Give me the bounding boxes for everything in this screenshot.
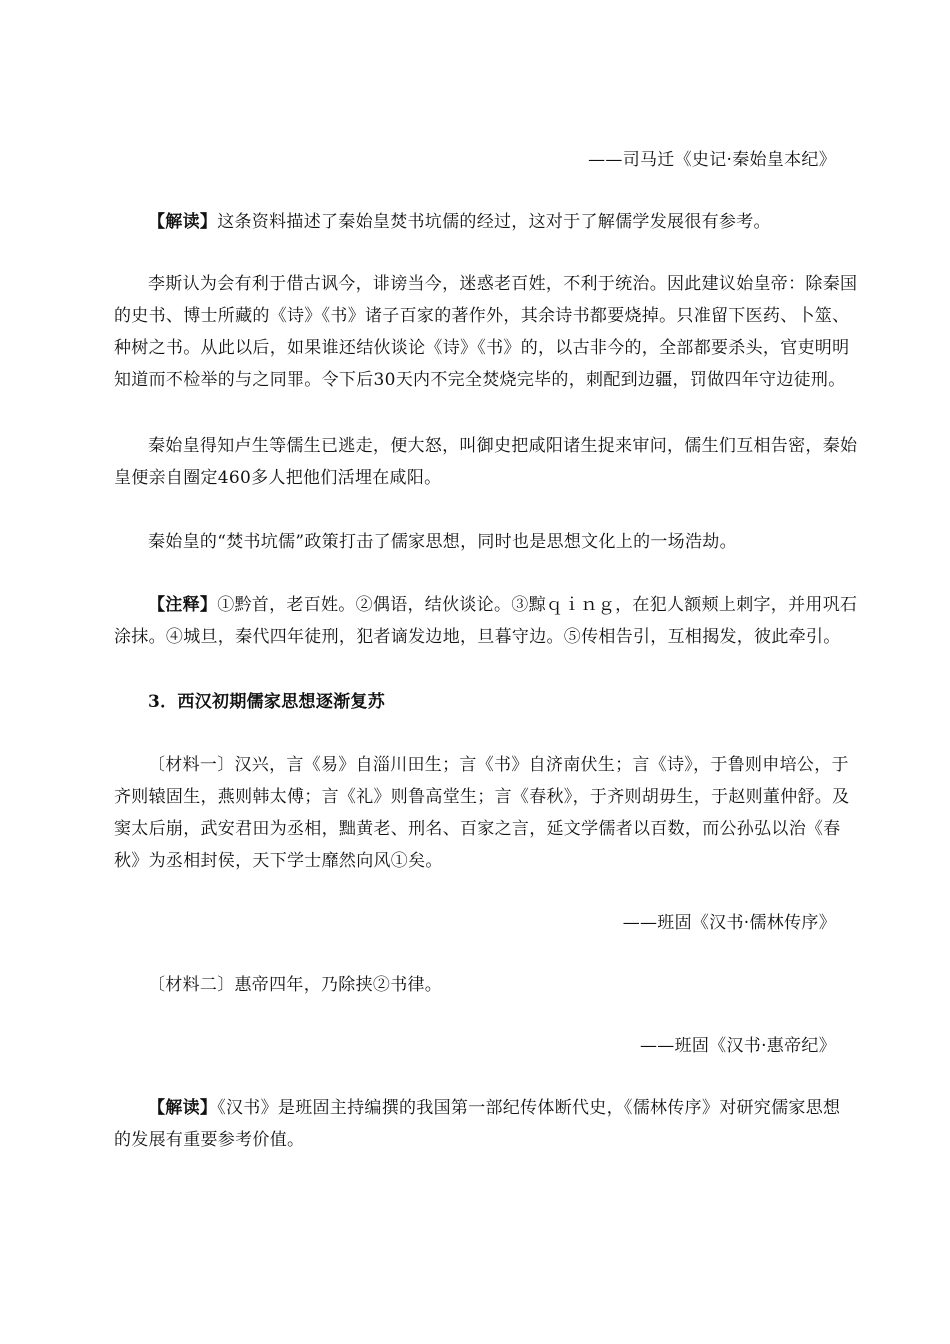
material-line: 齐则辕固生，燕则韩太傅；言《礼》则鲁高堂生；言《春秋》，于齐则胡毋生，于赵则董仲舒。及	[114, 787, 850, 807]
body-line: 知道而不检举的与之同罪。令下后30天内不完全焚烧完毕的，刺配到边疆，罚做四年守边徒刑。	[114, 370, 846, 390]
document-page	[114, 0, 858, 1344]
interpretation-label: 【解读】	[148, 1098, 218, 1118]
notes-label: 【注释】	[148, 595, 218, 615]
material-line: 窦太后崩，武安君田为丞相，黜黄老、刑名、百家之言，延文学儒者以百数，而公孙弘以治《春	[114, 819, 841, 839]
source-citation-huidi: ——班固《汉书·惠帝纪》	[639, 1036, 836, 1056]
interpretation-text: 这条资料描述了秦始皇焚书坑儒的经过，这对于了解儒学发展很有参考。	[217, 212, 771, 232]
interpretation-line: 的发展有重要参考价值。	[114, 1130, 305, 1150]
material-line: 〔材料一〕汉兴，言《易》自淄川田生；言《书》自济南伏生；言《诗》，于鲁则申培公，于	[148, 755, 849, 775]
material-line: 〔材料二〕惠帝四年，乃除挟②书律。	[148, 975, 443, 995]
body-line: 李斯认为会有利于借古讽今，诽谤当今，迷惑老百姓，不利于统治。因此建议始皇帝：除秦国	[148, 274, 858, 294]
source-citation-shiji: ——司马迁《史记·秦始皇本纪》	[588, 150, 836, 170]
source-citation-rulin: ——班固《汉书·儒林传序》	[622, 913, 836, 933]
body-line: 秦始皇得知卢生等儒生已逃走，便大怒，叫御史把咸阳诸生捉来审问，儒生们互相告密，秦始	[148, 436, 858, 456]
interpretation-label: 【解读】	[148, 212, 218, 232]
body-line: 皇便亲自圈定460多人把他们活埋在咸阳。	[114, 468, 442, 488]
body-line: 的史书、博士所藏的《诗》《书》诸子百家的著作外，其余诗书都要烧掉。只准留下医药、卜筮、	[114, 306, 850, 326]
notes-text: ①黔首，老百姓。②偶语，结伙谈论。③黥ｑｉｎｇ，在犯人额颊上刺字，并用巩石	[217, 595, 858, 615]
body-line: 秦始皇的“焚书坑儒”政策打击了儒家思想，同时也是思想文化上的一场浩劫。	[148, 532, 737, 552]
interpretation-paragraph-1	[114, 208, 836, 236]
notes-line: 涂抹。④城旦，秦代四年徒刑，犯者谪发边地，旦暮守边。⑤传相告引，互相揭发，彼此牵引。	[114, 627, 841, 647]
body-line: 种树之书。从此以后，如果谁还结伙谈论《诗》《书》的，以古非今的，全部都要杀头，官吏明明	[114, 338, 850, 358]
notes-line	[114, 591, 858, 619]
material-line: 秋》为丞相封侯，天下学士靡然向风①矣。	[114, 851, 443, 871]
interpretation-text: 《汉书》是班固主持编撰的我国第一部纪传体断代史，《儒林传序》对研究儒家思想	[217, 1098, 841, 1118]
section-heading: 3．西汉初期儒家思想逐渐复苏	[148, 692, 386, 712]
interpretation-paragraph-2	[114, 1094, 841, 1122]
